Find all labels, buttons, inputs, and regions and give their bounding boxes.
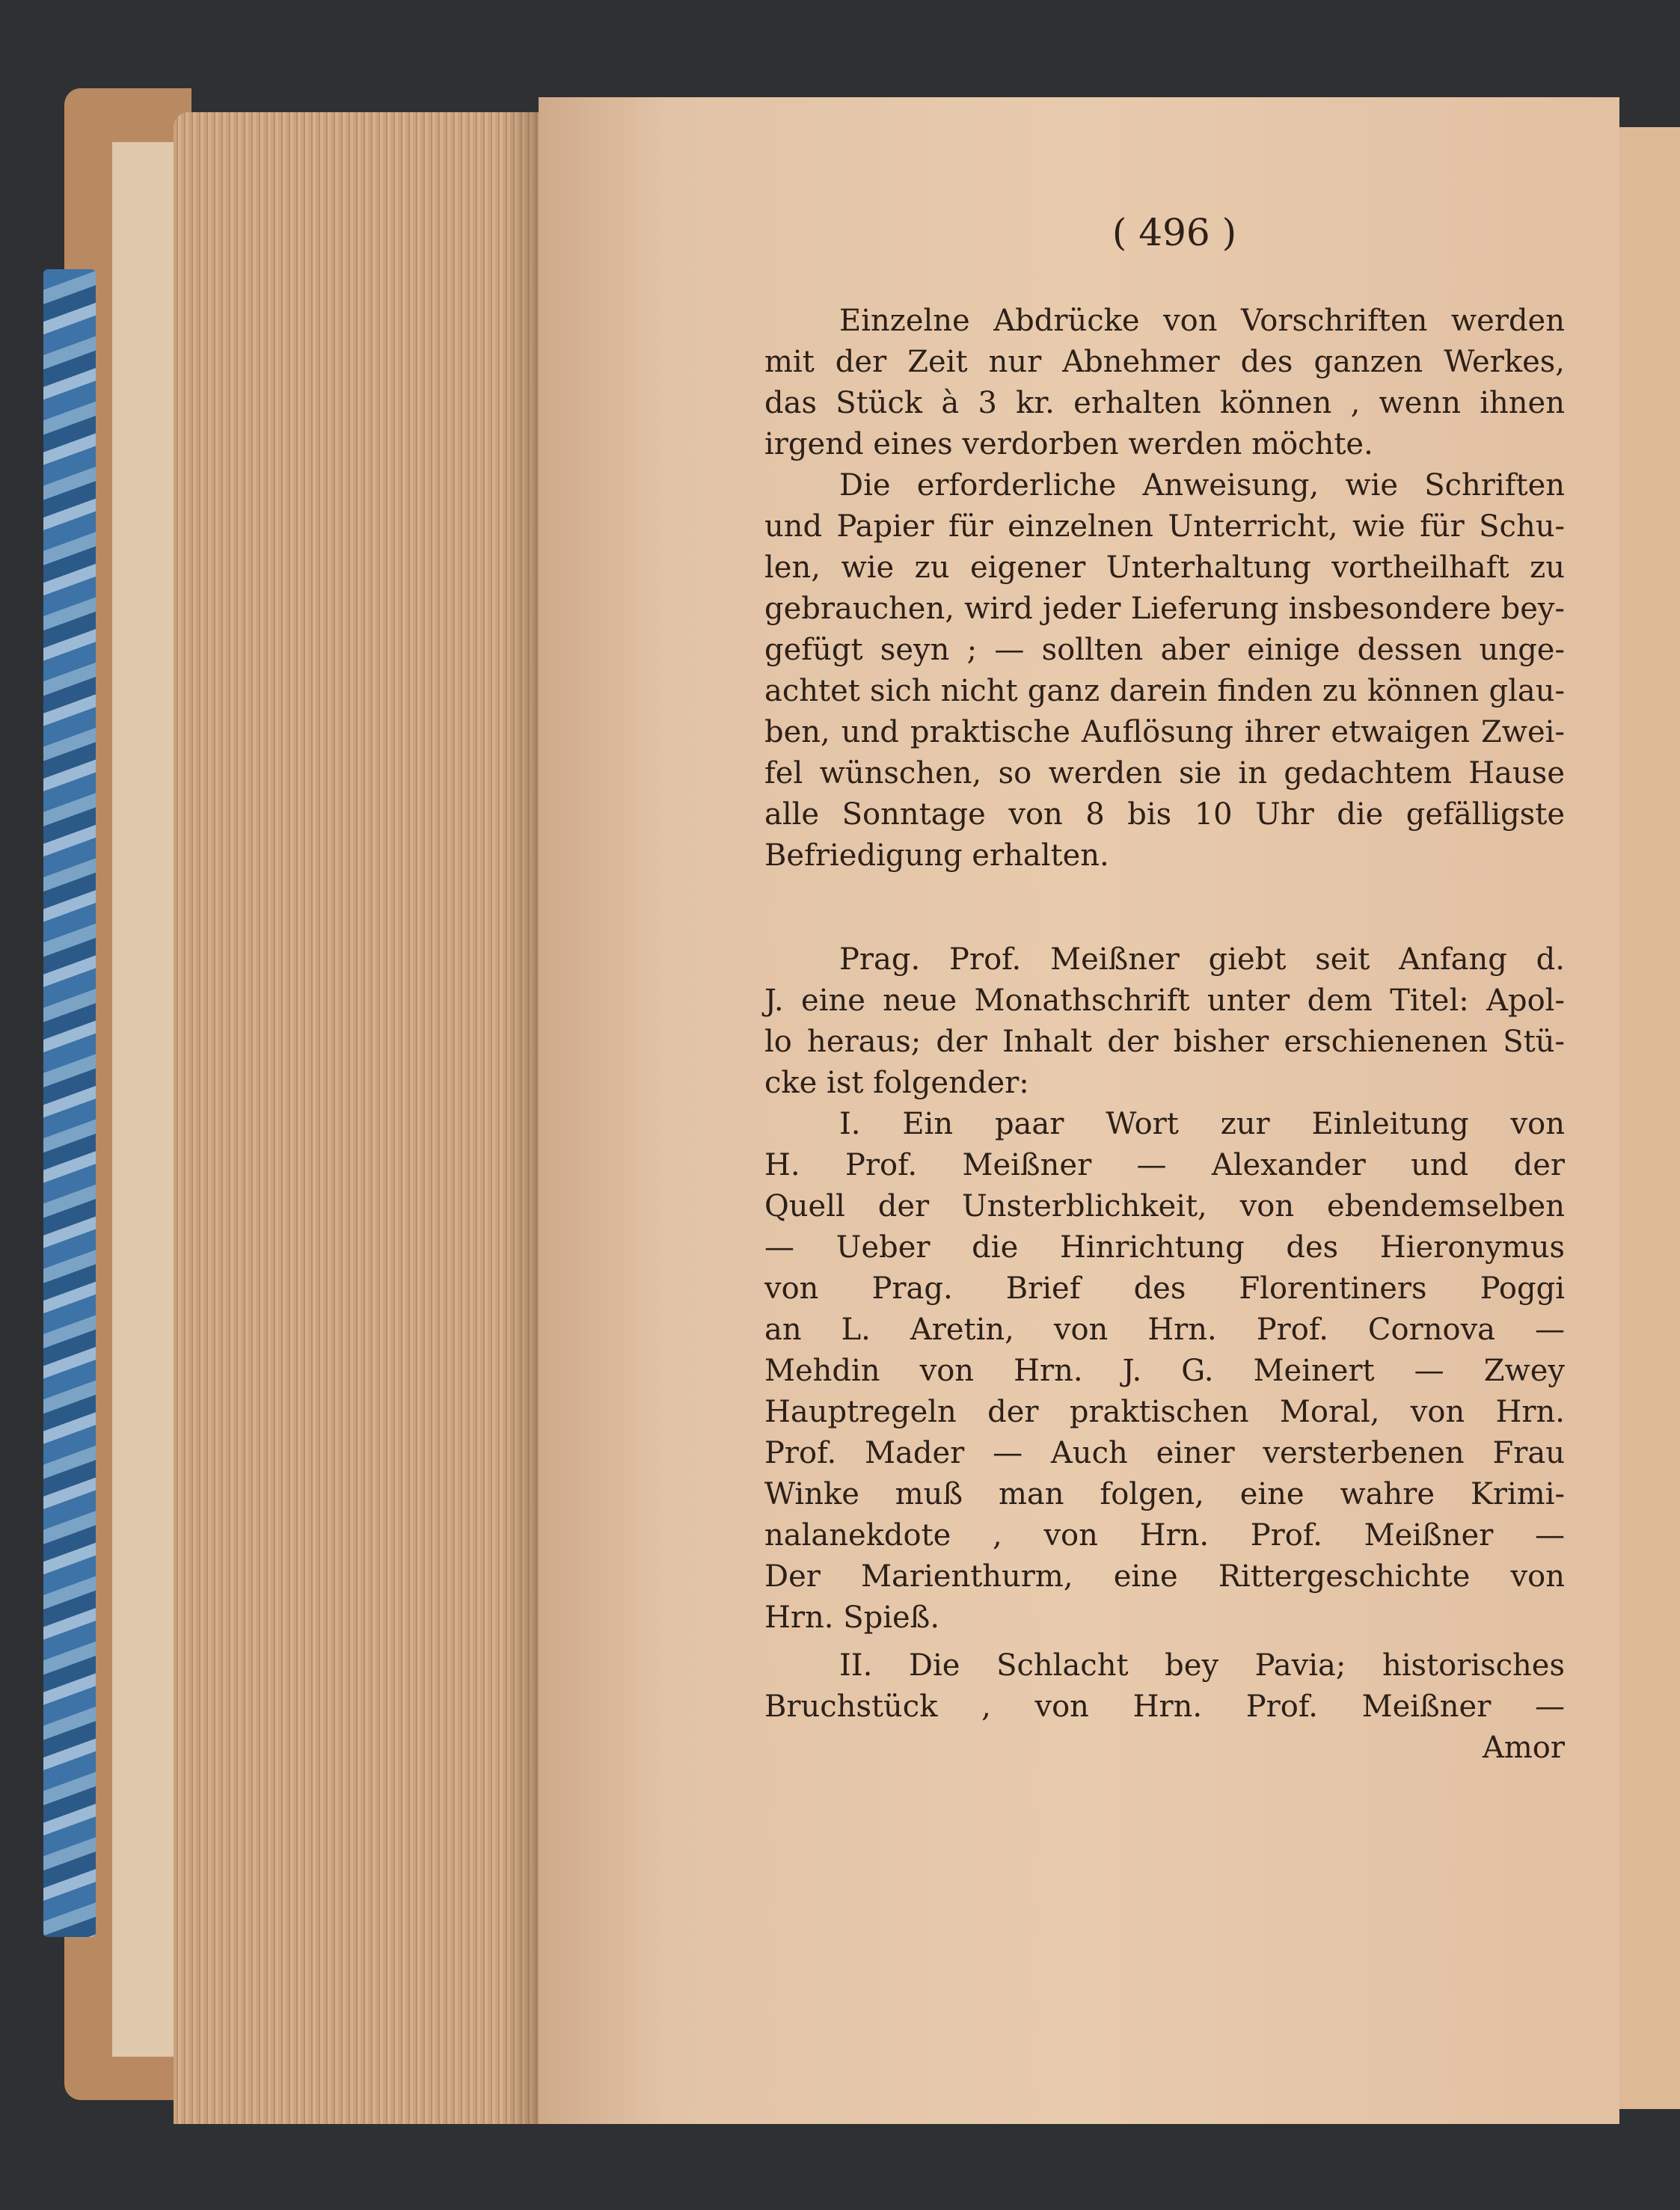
text-line: Hrn. Spieß. bbox=[764, 1600, 940, 1635]
text-line: gebrauchen, wird jeder Lieferung insbesondere bey- bbox=[764, 592, 1565, 626]
paragraph-3 bbox=[764, 939, 1565, 1639]
text-line: und Papier für einzelnen Unterricht, wie für Schu- bbox=[764, 509, 1565, 544]
adjacent-page bbox=[1619, 127, 1680, 2109]
text-line: Winke muß man folgen, eine wahre Krimi- bbox=[764, 1477, 1565, 1511]
page-edges bbox=[174, 112, 548, 2124]
paragraph-4 bbox=[764, 1645, 1565, 1769]
text-line: von Prag. Brief des Florentiners Poggi bbox=[764, 1271, 1565, 1306]
text-line: I. Ein paar Wort zur Einleitung von bbox=[839, 1107, 1565, 1141]
text-line: cke ist folgender: bbox=[764, 1066, 1029, 1100]
text-line: gefügt seyn ; — sollten aber einige dessen unge- bbox=[764, 633, 1565, 667]
text-line: Hauptregeln der praktischen Moral, von Hrn. bbox=[764, 1395, 1565, 1429]
text-line: — Ueber die Hinrichtung des Hieronymus bbox=[764, 1230, 1565, 1265]
catchword: Amor bbox=[1482, 1731, 1565, 1765]
text-line: nalanekdote , von Hrn. Prof. Meißner — bbox=[764, 1518, 1565, 1553]
text-line: II. Die Schlacht bey Pavia; historisches bbox=[839, 1648, 1565, 1683]
text-line: fel wünschen, so werden sie in gedachtem Hause bbox=[764, 756, 1565, 791]
text-line: lo heraus; der Inhalt der bisher erschienenen Stü- bbox=[764, 1025, 1565, 1059]
paragraph-1 bbox=[764, 301, 1565, 465]
text-line: mit der Zeit nur Abnehmer des ganzen Werkes, bbox=[764, 345, 1565, 379]
text-line: len, wie zu eigener Unterhaltung vortheilhaft zu bbox=[764, 550, 1565, 585]
page-number: ( 496 ) bbox=[1112, 211, 1237, 254]
text-line: alle Sonntage von 8 bis 10 Uhr die gefälligste bbox=[764, 797, 1565, 832]
text-line: Quell der Unsterblichkeit, von ebendemselben bbox=[764, 1189, 1565, 1224]
text-line: Einzelne Abdrücke von Vorschriften werden bbox=[839, 304, 1565, 338]
text-line: Der Marienthurm, eine Rittergeschichte von bbox=[764, 1559, 1565, 1594]
text-line: H. Prof. Meißner — Alexander und der bbox=[764, 1148, 1565, 1182]
text-line: ben, und praktische Auflösung ihrer etwaigen Zwei- bbox=[764, 715, 1565, 749]
text-line: Mehdin von Hrn. J. G. Meinert — Zwey bbox=[764, 1354, 1565, 1388]
text-line: Prag. Prof. Meißner giebt seit Anfang d. bbox=[839, 942, 1565, 977]
text-line: Bruchstück , von Hrn. Prof. Meißner — bbox=[764, 1689, 1565, 1724]
paragraph-2 bbox=[764, 465, 1565, 877]
text-line: Prof. Mader — Auch einer versterbenen Frau bbox=[764, 1436, 1565, 1470]
text-line: irgend eines verdorben werden möchte. bbox=[764, 427, 1373, 461]
text-line: Befriedigung erhalten. bbox=[764, 838, 1109, 873]
text-line: achtet sich nicht ganz darein finden zu können glau- bbox=[764, 674, 1565, 708]
text-line: das Stück à 3 kr. erhalten können , wenn ihnen bbox=[764, 386, 1565, 420]
text-line: Die erforderliche Anweisung, wie Schriften bbox=[839, 468, 1565, 503]
marbled-cover-edge bbox=[43, 269, 96, 1937]
text-line: an L. Aretin, von Hrn. Prof. Cornova — bbox=[764, 1313, 1565, 1347]
text-line: J. eine neue Monathschrift unter dem Titel: Apol- bbox=[764, 983, 1565, 1018]
